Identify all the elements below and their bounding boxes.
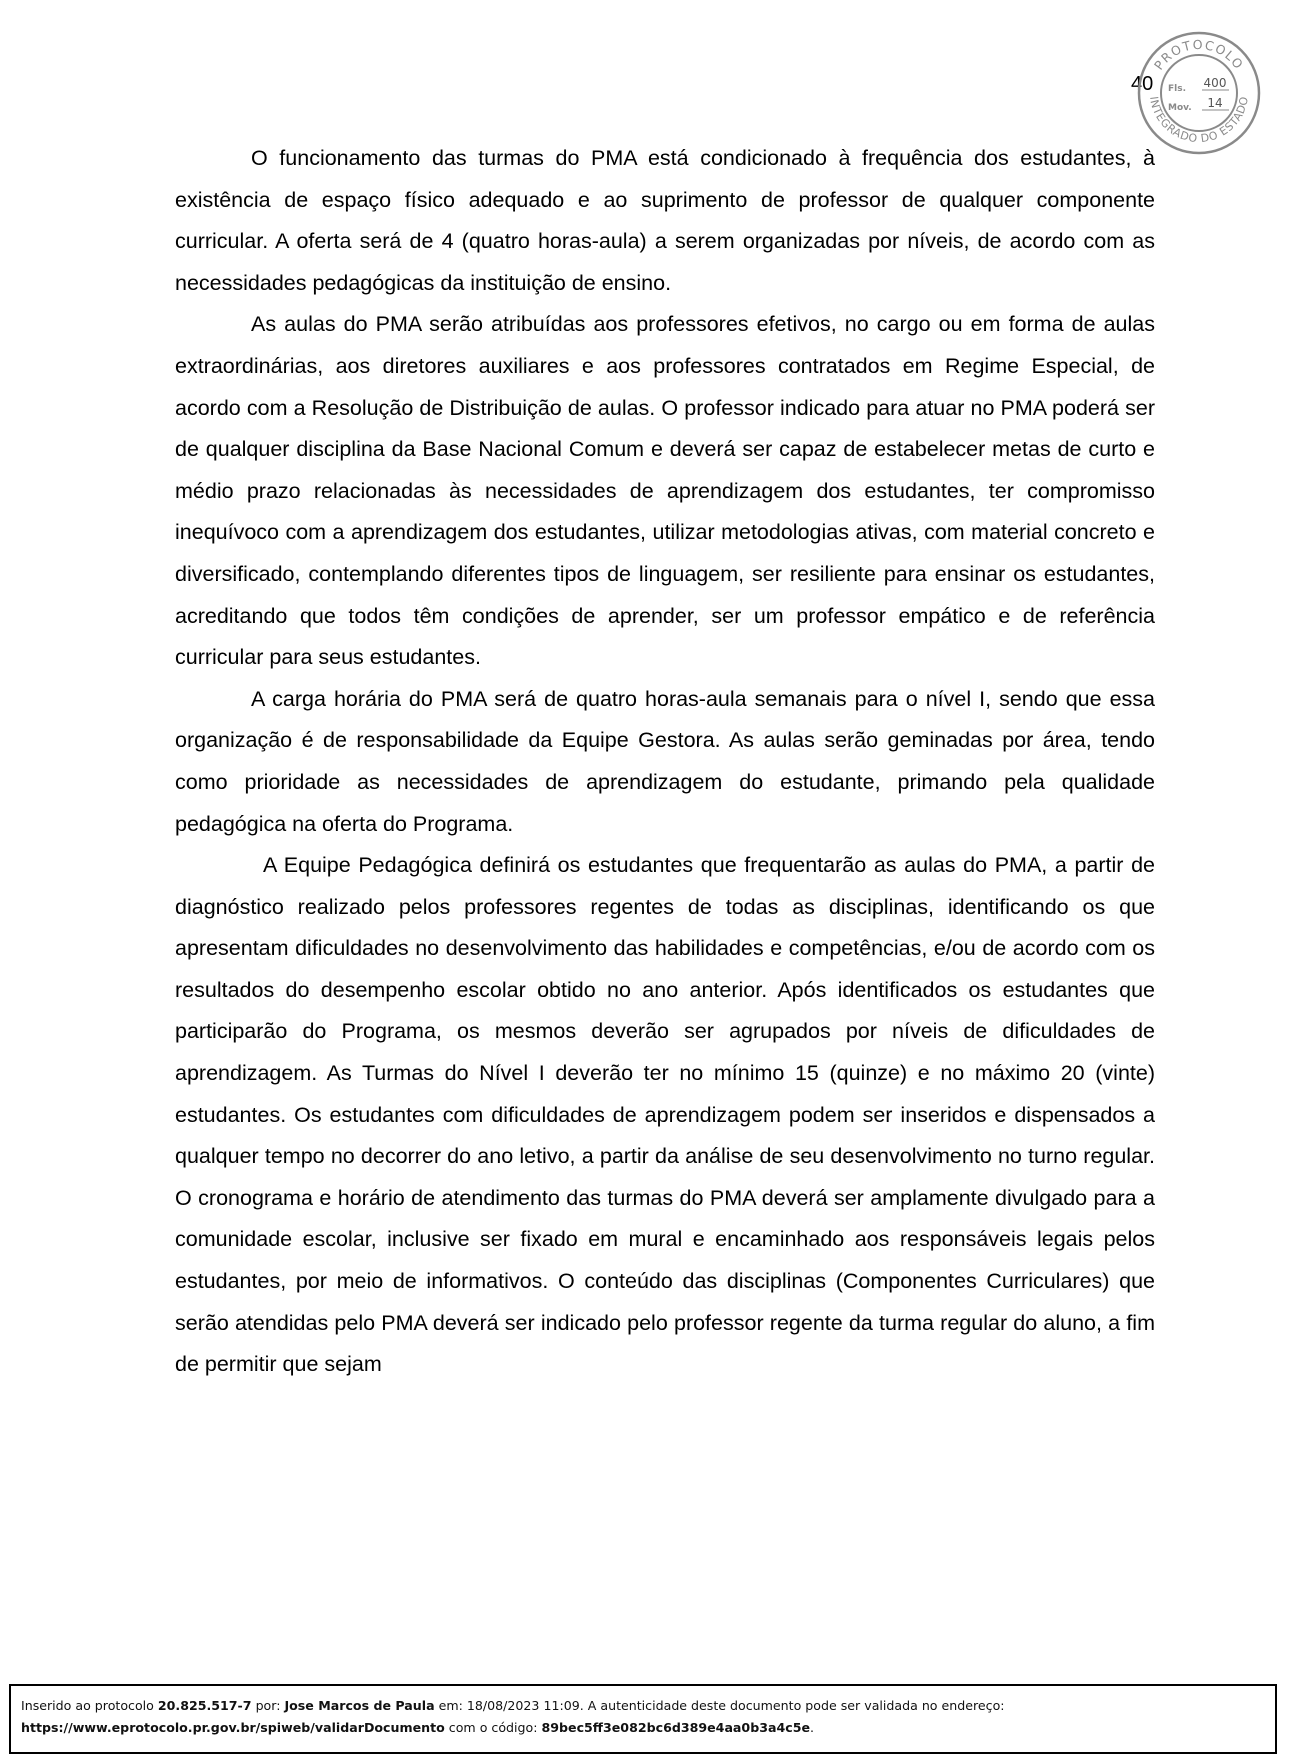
paragraph-workload: A carga horária do PMA será de quatro horas-aula semanais para o nível I, sendo que essa organização é de responsabilidade da Equipe Gestora. As aulas serão geminadas por área, tendo como prioridade as necessidades de aprendizagem do estudante, primando pela qualidade pedagógica na oferta do Programa. — [175, 686, 1155, 836]
stamp-fls-label: Fls. — [1168, 84, 1187, 94]
paragraph-class-operation: O funcionamento das turmas do PMA está condicionado à frequência dos estudantes, à existência de espaço físico adequado e ao suprimento de professor de qualquer componente curricular. A oferta será de 4 (quatro horas-aula) a serem organizadas por níveis, de acordo com as necessidades pedagógicas da instituição de ensino. — [175, 146, 1155, 295]
page-number: 40 — [1131, 73, 1154, 95]
paragraph-student-selection: A Equipe Pedagógica definirá os estudantes que frequentarão as aulas do PMA, a partir de diagnóstico realizado pelos professores regentes de todas as disciplinas, identificando os que apresentam dificuldades no desenvolvimento das habilidades e competências, e/ou de acordo com os resultados do desempenho escolar obtido no ano anterior. Após identificados os estudantes que participarão do Programa, os mesmos deverão ser agrupados por níveis de dificuldades de aprendizagem. As Turmas do Nível I deverão ter no mínimo 15 (quinze) e no máximo 20 (vinte) estudantes. Os estudantes com dificuldades de aprendizagem podem ser inseridos e dispensados a qualquer tempo no decorrer do ano letivo, a partir da análise de seu desenvolvimento no turno regular. O cronograma e horário de atendimento das turmas do PMA deverá ser amplamente divulgado para a comunidade escolar, inclusive ser fixado em mural e encaminhado aos responsáveis legais pelos estudantes, por meio de informativos. O conteúdo das disciplinas (Componentes Curriculares) que serão atendidas pelo PMA deverá ser indicado pelo professor regente da turma regular do aluno, a fim de permitir que sejam — [175, 853, 1155, 1377]
footer-end: . — [810, 1720, 815, 1735]
stamp-top-text: PROTOCOLO — [1150, 36, 1247, 73]
stamp-mov-value: 14 — [1207, 96, 1223, 110]
document-body — [175, 138, 1155, 1386]
footer-line-1 — [21, 1695, 1265, 1717]
stamp-fls-value: 400 — [1203, 76, 1227, 90]
footer-code-label: com o código: — [444, 1720, 542, 1735]
footer-line-2 — [21, 1717, 1265, 1739]
footer-author: Jose Marcos de Paula — [284, 1698, 435, 1713]
footer-validity-text: . A autenticidade deste documento pode ser validada no endereço: — [579, 1698, 1005, 1713]
footer-prefix: Inserido ao protocolo — [21, 1698, 158, 1713]
footer-on-label: em: — [434, 1698, 467, 1713]
footer-by-label: por: — [251, 1698, 285, 1713]
paragraph-class-assignment: As aulas do PMA serão atribuídas aos professores efetivos, no cargo ou em forma de aulas extraordinárias, aos diretores auxiliares e aos professores contratados em Regime Especial, de acordo com a Resolução de Distribuição de aulas. O professor indicado para atuar no PMA poderá ser de qualquer disciplina da Base Nacional Comum e deverá ser capaz de estabelecer metas de curto e médio prazo relacionadas às necessidades de aprendizagem dos estudantes, ter compromisso inequívoco com a aprendizagem dos estudantes, utilizar metodologias ativas, com material concreto e diversificado, contemplando diferentes tipos de linguagem, ser resiliente para ensinar os estudantes, acreditando que todos têm condições de aprender, ser um professor empático e de referência curricular para seus estudantes. — [175, 312, 1155, 670]
stamp-bottom-text: INTEGRADO DO ESTADO — [1147, 95, 1252, 146]
footer-validation-code: 89bec5ff3e082bc6d389e4aa0b3a4c5e — [541, 1720, 811, 1735]
footer-datetime: 18/08/2023 11:09 — [466, 1698, 580, 1713]
footer-validation-url[interactable]: https://www.eprotocolo.pr.gov.br/spiweb/validarDocumento — [21, 1720, 445, 1735]
footer-protocol-number: 20.825.517-7 — [157, 1698, 252, 1713]
stamp-mov-label: Mov. — [1168, 103, 1192, 113]
authenticity-footer — [9, 1684, 1277, 1754]
